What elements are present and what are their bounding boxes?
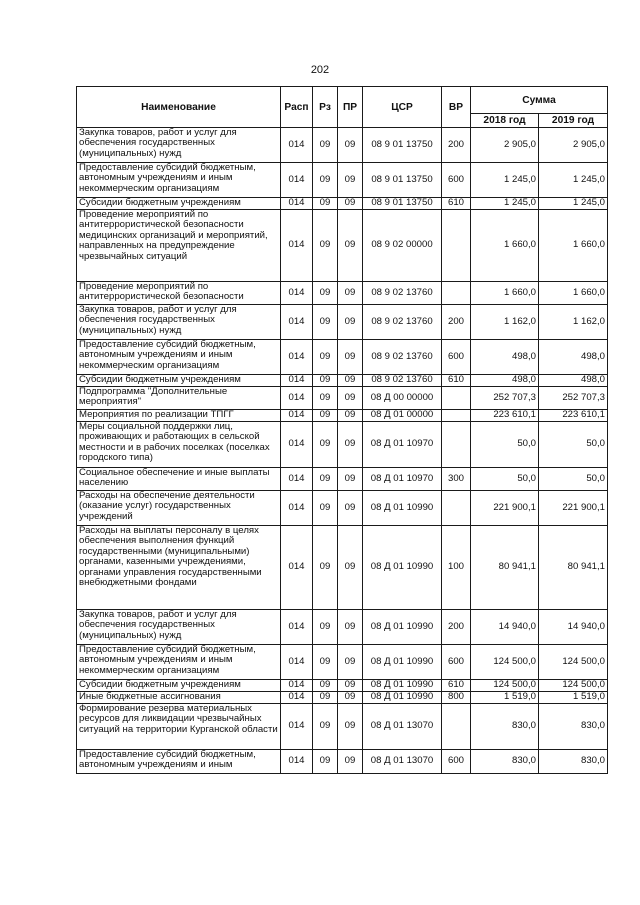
cell-amount-2019: 1 245,0 <box>539 163 608 198</box>
header-year-2019: 2019 год <box>539 114 608 128</box>
cell-pr: 09 <box>338 526 363 610</box>
table-row <box>77 468 608 491</box>
cell-rasp: 014 <box>281 645 313 680</box>
cell-rasp: 014 <box>281 491 313 526</box>
cell-csr: 08 Д 01 13070 <box>363 704 442 750</box>
cell-name: Закупка товаров, работ и услуг для обеспечения государственных (муниципальных) нужд <box>77 128 281 163</box>
cell-csr: 08 Д 01 10990 <box>363 610 442 645</box>
table-row <box>77 305 608 340</box>
cell-amount-2019: 124 500,0 <box>539 645 608 680</box>
cell-name: Проведение мероприятий по антитеррористической безопасности медицинских организаций и мероприятий, направленных на предупреждение чрезвычайных ситуаций <box>77 210 281 282</box>
cell-amount-2019: 223 610,1 <box>539 410 608 422</box>
cell-rz: 09 <box>313 163 338 198</box>
cell-pr: 09 <box>338 491 363 526</box>
header-name: Наименование <box>77 87 281 128</box>
cell-name: Мероприятия по реализации ТПГГ <box>77 410 281 422</box>
cell-vr: 610 <box>442 198 471 210</box>
cell-name: Меры социальной поддержки лиц, проживающих и работающих в сельской местности и в рабочих поселках (поселках городского типа) <box>77 422 281 468</box>
cell-pr: 09 <box>338 198 363 210</box>
cell-vr: 200 <box>442 128 471 163</box>
cell-amount-2018: 124 500,0 <box>471 680 539 692</box>
cell-rz: 09 <box>313 387 338 410</box>
cell-amount-2019: 50,0 <box>539 422 608 468</box>
cell-amount-2019: 221 900,1 <box>539 491 608 526</box>
cell-amount-2018: 1 660,0 <box>471 210 539 282</box>
cell-amount-2019: 830,0 <box>539 704 608 750</box>
cell-rz: 09 <box>313 305 338 340</box>
table-body <box>77 128 608 774</box>
cell-amount-2018: 80 941,1 <box>471 526 539 610</box>
cell-amount-2018: 14 940,0 <box>471 610 539 645</box>
cell-csr: 08 9 02 13760 <box>363 375 442 387</box>
cell-name: Предоставление субсидий бюджетным, автономным учреждениям и иным некоммерческим организациям <box>77 340 281 375</box>
cell-pr: 09 <box>338 422 363 468</box>
cell-rasp: 014 <box>281 387 313 410</box>
cell-csr: 08 Д 01 10990 <box>363 692 442 704</box>
cell-pr: 09 <box>338 610 363 645</box>
cell-name: Предоставление субсидий бюджетным, автономным учреждениям и иным некоммерческим организациям <box>77 163 281 198</box>
cell-name: Проведение мероприятий по антитеррористической безопасности <box>77 282 281 305</box>
table-row <box>77 704 608 750</box>
cell-amount-2018: 50,0 <box>471 422 539 468</box>
cell-rasp: 014 <box>281 750 313 774</box>
cell-rz: 09 <box>313 680 338 692</box>
cell-vr <box>442 410 471 422</box>
cell-amount-2018: 1 162,0 <box>471 305 539 340</box>
cell-rz: 09 <box>313 375 338 387</box>
cell-vr: 600 <box>442 340 471 375</box>
cell-rz: 09 <box>313 282 338 305</box>
cell-csr: 08 Д 01 10990 <box>363 491 442 526</box>
cell-amount-2018: 2 905,0 <box>471 128 539 163</box>
cell-amount-2018: 830,0 <box>471 704 539 750</box>
cell-amount-2019: 1 519,0 <box>539 692 608 704</box>
cell-pr: 09 <box>338 340 363 375</box>
cell-name: Социальное обеспечение и иные выплаты населению <box>77 468 281 491</box>
cell-pr: 09 <box>338 680 363 692</box>
cell-rz: 09 <box>313 422 338 468</box>
cell-pr: 09 <box>338 375 363 387</box>
cell-csr: 08 9 01 13750 <box>363 198 442 210</box>
cell-amount-2019: 830,0 <box>539 750 608 774</box>
header-year-2018: 2018 год <box>471 114 539 128</box>
table-row <box>77 422 608 468</box>
cell-amount-2018: 223 610,1 <box>471 410 539 422</box>
table-row <box>77 282 608 305</box>
header-csr: ЦСР <box>363 87 442 128</box>
budget-table <box>76 86 608 774</box>
cell-name: Подпрограмма "Дополнительные мероприятия" <box>77 387 281 410</box>
cell-csr: 08 Д 01 10990 <box>363 645 442 680</box>
cell-vr: 100 <box>442 526 471 610</box>
table-row <box>77 526 608 610</box>
cell-amount-2018: 498,0 <box>471 375 539 387</box>
header-vr: ВР <box>442 87 471 128</box>
cell-name: Формирование резерва материальных ресурсов для ликвидации чрезвычайных ситуаций на территории Курганской области <box>77 704 281 750</box>
cell-vr: 800 <box>442 692 471 704</box>
cell-amount-2018: 498,0 <box>471 340 539 375</box>
cell-name: Субсидии бюджетным учреждениям <box>77 198 281 210</box>
cell-rz: 09 <box>313 128 338 163</box>
cell-rasp: 014 <box>281 282 313 305</box>
table-row <box>77 610 608 645</box>
cell-pr: 09 <box>338 210 363 282</box>
cell-name: Расходы на обеспечение деятельности (оказание услуг) государственных учреждений <box>77 491 281 526</box>
cell-rz: 09 <box>313 750 338 774</box>
cell-rasp: 014 <box>281 198 313 210</box>
cell-pr: 09 <box>338 645 363 680</box>
cell-rasp: 014 <box>281 526 313 610</box>
cell-rasp: 014 <box>281 163 313 198</box>
cell-amount-2019: 14 940,0 <box>539 610 608 645</box>
cell-csr: 08 9 02 13760 <box>363 305 442 340</box>
cell-vr: 300 <box>442 468 471 491</box>
table-row <box>77 340 608 375</box>
cell-vr: 610 <box>442 680 471 692</box>
cell-amount-2018: 1 519,0 <box>471 692 539 704</box>
cell-rasp: 014 <box>281 680 313 692</box>
cell-csr: 08 Д 00 00000 <box>363 387 442 410</box>
cell-pr: 09 <box>338 387 363 410</box>
cell-vr: 200 <box>442 610 471 645</box>
cell-vr <box>442 282 471 305</box>
cell-csr: 08 9 02 13760 <box>363 282 442 305</box>
table-row <box>77 387 608 410</box>
cell-vr <box>442 491 471 526</box>
cell-name: Предоставление субсидий бюджетным, автономным учреждениям и иным некоммерческим организациям <box>77 645 281 680</box>
cell-amount-2018: 1 660,0 <box>471 282 539 305</box>
cell-amount-2018: 830,0 <box>471 750 539 774</box>
table-row <box>77 210 608 282</box>
cell-amount-2019: 124 500,0 <box>539 680 608 692</box>
cell-amount-2019: 1 245,0 <box>539 198 608 210</box>
cell-name: Иные бюджетные ассигнования <box>77 692 281 704</box>
cell-pr: 09 <box>338 128 363 163</box>
cell-vr: 200 <box>442 305 471 340</box>
cell-name: Закупка товаров, работ и услуг для обеспечения государственных (муниципальных) нужд <box>77 305 281 340</box>
cell-rz: 09 <box>313 198 338 210</box>
cell-pr: 09 <box>338 282 363 305</box>
table-row <box>77 491 608 526</box>
cell-vr: 600 <box>442 750 471 774</box>
cell-rz: 09 <box>313 692 338 704</box>
cell-amount-2019: 1 660,0 <box>539 282 608 305</box>
cell-rasp: 014 <box>281 305 313 340</box>
cell-rasp: 014 <box>281 375 313 387</box>
cell-csr: 08 Д 01 13070 <box>363 750 442 774</box>
cell-vr: 600 <box>442 645 471 680</box>
cell-rasp: 014 <box>281 468 313 491</box>
table-row <box>77 198 608 210</box>
cell-amount-2018: 252 707,3 <box>471 387 539 410</box>
header-pr: ПР <box>338 87 363 128</box>
cell-rz: 09 <box>313 491 338 526</box>
cell-rasp: 014 <box>281 340 313 375</box>
cell-amount-2018: 221 900,1 <box>471 491 539 526</box>
table-header <box>77 87 608 128</box>
table-row <box>77 163 608 198</box>
cell-rz: 09 <box>313 210 338 282</box>
cell-amount-2019: 498,0 <box>539 375 608 387</box>
cell-csr: 08 Д 01 10990 <box>363 680 442 692</box>
table-row <box>77 410 608 422</box>
cell-amount-2018: 1 245,0 <box>471 198 539 210</box>
cell-amount-2019: 80 941,1 <box>539 526 608 610</box>
cell-vr: 610 <box>442 375 471 387</box>
header-rz: Рз <box>313 87 338 128</box>
cell-pr: 09 <box>338 704 363 750</box>
table-row <box>77 645 608 680</box>
cell-csr: 08 Д 01 10970 <box>363 422 442 468</box>
cell-rz: 09 <box>313 340 338 375</box>
cell-vr <box>442 210 471 282</box>
cell-vr: 600 <box>442 163 471 198</box>
cell-csr: 08 9 01 13750 <box>363 163 442 198</box>
cell-rasp: 014 <box>281 422 313 468</box>
cell-rasp: 014 <box>281 692 313 704</box>
cell-name: Расходы на выплаты персоналу в целях обеспечения выполнения функций государственными (муниципальными) органами, казенными учреждениями, органами управления государственными внебюджетными фондами <box>77 526 281 610</box>
page-number: 202 <box>310 64 330 76</box>
cell-rz: 09 <box>313 610 338 645</box>
cell-rz: 09 <box>313 468 338 491</box>
cell-rasp: 014 <box>281 410 313 422</box>
cell-rz: 09 <box>313 526 338 610</box>
cell-vr <box>442 422 471 468</box>
cell-rasp: 014 <box>281 704 313 750</box>
cell-csr: 08 Д 01 10990 <box>363 526 442 610</box>
cell-vr <box>442 387 471 410</box>
cell-amount-2019: 50,0 <box>539 468 608 491</box>
cell-pr: 09 <box>338 750 363 774</box>
cell-amount-2018: 124 500,0 <box>471 645 539 680</box>
cell-csr: 08 9 02 13760 <box>363 340 442 375</box>
cell-rasp: 014 <box>281 128 313 163</box>
cell-csr: 08 9 01 13750 <box>363 128 442 163</box>
cell-pr: 09 <box>338 410 363 422</box>
cell-csr: 08 Д 01 00000 <box>363 410 442 422</box>
cell-rasp: 014 <box>281 210 313 282</box>
cell-rz: 09 <box>313 645 338 680</box>
cell-csr: 08 9 02 00000 <box>363 210 442 282</box>
cell-amount-2019: 1 660,0 <box>539 210 608 282</box>
cell-amount-2019: 498,0 <box>539 340 608 375</box>
cell-amount-2019: 1 162,0 <box>539 305 608 340</box>
cell-name: Субсидии бюджетным учреждениям <box>77 680 281 692</box>
cell-amount-2018: 50,0 <box>471 468 539 491</box>
cell-name: Предоставление субсидий бюджетным, автономным учреждениям и иным <box>77 750 281 774</box>
cell-rasp: 014 <box>281 610 313 645</box>
cell-rz: 09 <box>313 410 338 422</box>
cell-amount-2019: 252 707,3 <box>539 387 608 410</box>
cell-pr: 09 <box>338 305 363 340</box>
cell-vr <box>442 704 471 750</box>
cell-amount-2018: 1 245,0 <box>471 163 539 198</box>
cell-name: Субсидии бюджетным учреждениям <box>77 375 281 387</box>
cell-pr: 09 <box>338 692 363 704</box>
cell-pr: 09 <box>338 163 363 198</box>
table-row <box>77 692 608 704</box>
cell-csr: 08 Д 01 10970 <box>363 468 442 491</box>
cell-amount-2019: 2 905,0 <box>539 128 608 163</box>
cell-rz: 09 <box>313 704 338 750</box>
table-row <box>77 375 608 387</box>
header-rasp: Расп <box>281 87 313 128</box>
cell-name: Закупка товаров, работ и услуг для обеспечения государственных (муниципальных) нужд <box>77 610 281 645</box>
table-row <box>77 750 608 774</box>
table-row <box>77 680 608 692</box>
table-row <box>77 128 608 163</box>
cell-pr: 09 <box>338 468 363 491</box>
header-sum: Сумма <box>471 87 608 114</box>
